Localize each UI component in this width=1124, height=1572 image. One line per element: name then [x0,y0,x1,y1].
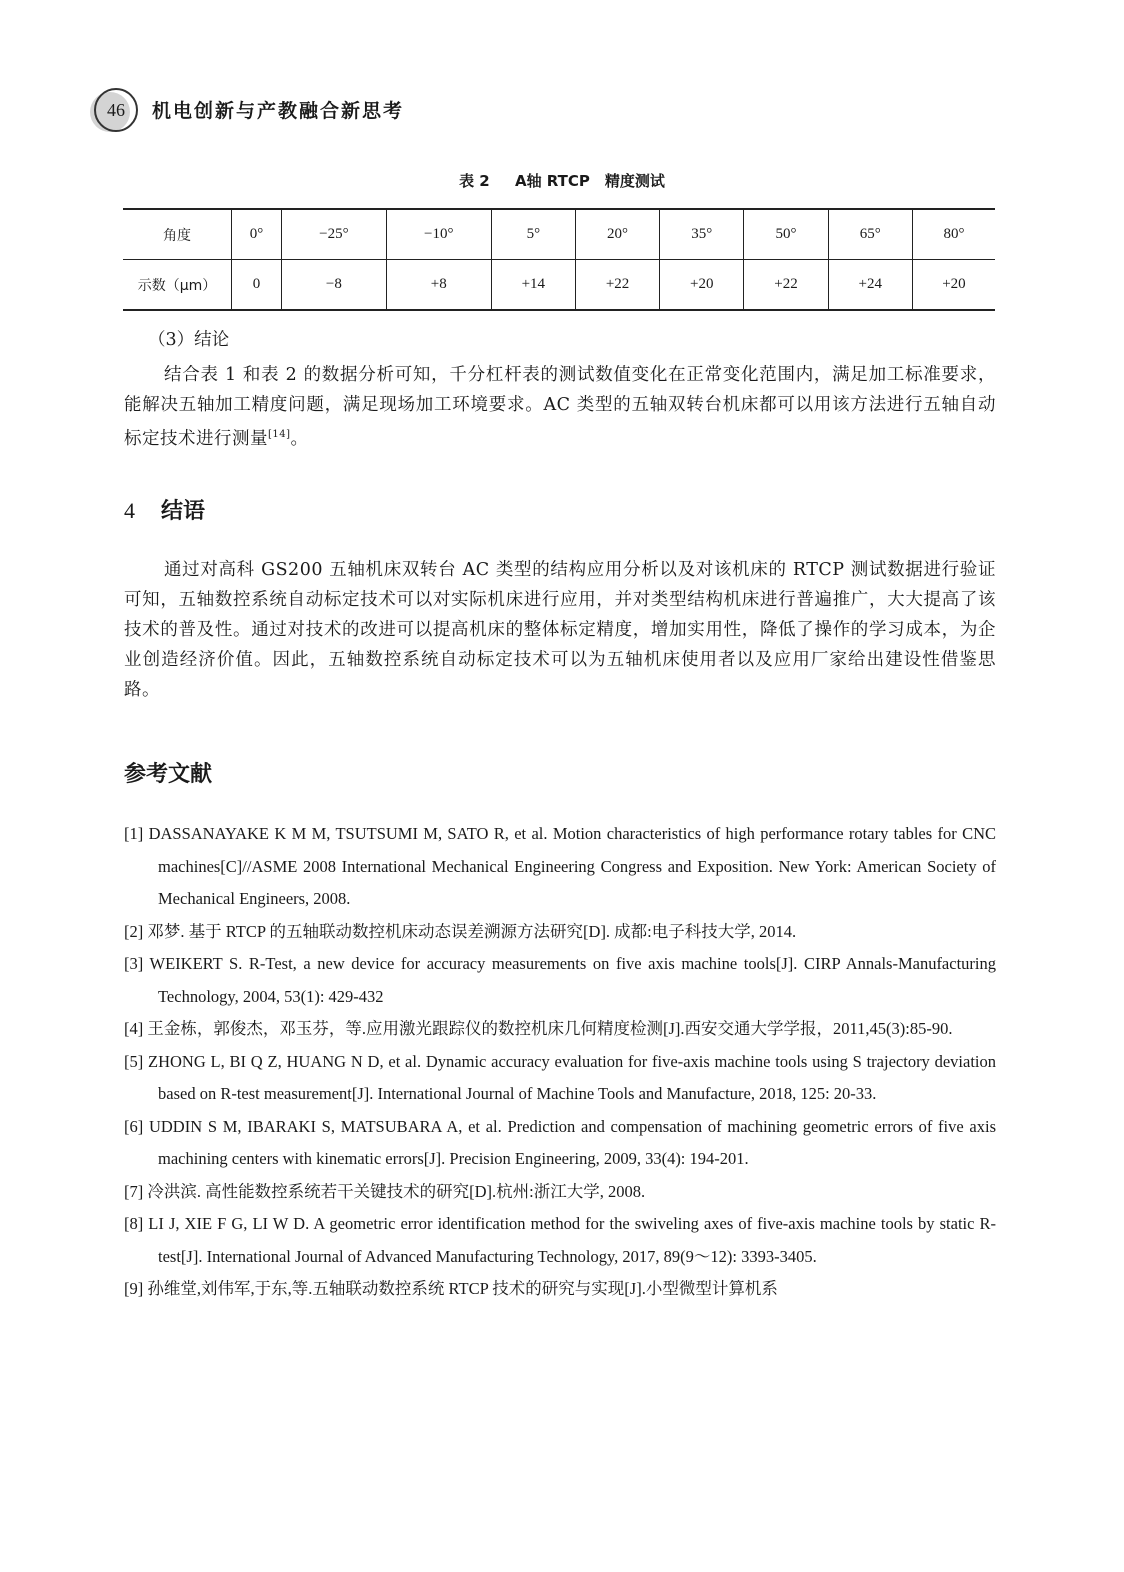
reference-item: [2] 邓梦. 基于 RTCP 的五轴联动数控机床动态误差溯源方法研究[D]. 成都:电子科技大学, 2014. [124,921,797,941]
table-caption [0,170,1124,191]
reference-item: [3] WEIKERT S. R-Test, a new device for accuracy measurements on five axis machine tools[J]. CIRP Annals-Manufacturing Technology, 2004, 53(1): 429-432 [124,954,996,1006]
conclusion-subheading: （3）结论 [148,330,230,350]
section-heading [124,494,205,525]
table-row-header-cell: 角度 [123,209,232,260]
table-cell: 80° [912,209,995,260]
reference-item: [5] ZHONG L, BI Q Z, HUANG N D, et al. Dynamic accuracy evaluation for five-axis machine tools using S trajectory deviation based on R-test measurement[J]. International Journal of Machine Tools and Manufacture, 2018, 125: 20-33. [124,1051,996,1103]
table-cell: +24 [828,260,912,311]
conclusion-end: 。 [290,428,309,449]
section-title: 结语 [161,499,206,524]
table-cell: +20 [912,260,995,311]
citation-marker: [14] [268,429,291,440]
table-cell: +14 [491,260,575,311]
table-row [123,260,995,311]
section-number: 4 [124,498,135,523]
table-cell: −10° [386,209,491,260]
table-cell: 5° [491,209,575,260]
reference-item: [9] 孙维堂,刘伟军,于东,等.五轴联动数控系统 RTCP 技术的研究与实现[J].小型微型计算机系 [124,1279,778,1298]
references-heading: 参考文献 [124,762,213,787]
table-cell: −25° [281,209,386,260]
table-cell: 35° [660,209,744,260]
table-cell: +8 [386,260,491,311]
table-cell: +20 [660,260,744,311]
reference-item: [1] DASSANAYAKE K M M, TSUTSUMI M, SATO R, et al. Motion characteristics of high performance rotary tables for CNC machines[C]//ASME 2008 International Mechanical Engineering Congress and Exposition. New York: American Society of Mechanical Engineers, 2008. [124,824,996,908]
section-paragraph: 通过对高科 GS200 五轴机床双转台 AC 类型的结构应用分析以及对该机床的 RTCP 测试数据进行验证可知，五轴数控系统自动标定技术可以对实际机床进行应用，并对类型结构机床进行普遍推广，大大提高了该技术的普及性。通过对技术的改进可以提高机床的整体标定精度，增加实用性，降低了操作的学习成本，为企业创造经济价值。因此，五轴数控系统自动标定技术可以为五轴机床使用者以及应用厂家给出建设性借鉴思路。 [124,560,996,700]
table-cell: +22 [575,260,659,311]
table-cell: 50° [744,209,828,260]
conclusion-paragraph [124,360,996,454]
table-cell: 65° [828,209,912,260]
accuracy-test-table [123,208,995,311]
page-number: 46 [94,88,138,132]
table-row-header-cell: 示数（μm） [123,260,232,311]
conclusion-text: 结合表 1 和表 2 的数据分析可知，千分杠杆表的测试数值变化在正常变化范围内，满足加工标准要求，能解决五轴加工精度问题，满足现场加工环境要求。AC 类型的五轴双转台机床都可以用该方法进行五轴自动标定技术进行测量 [124,365,996,449]
table-cell: +22 [744,260,828,311]
references-list [124,818,996,1306]
table-caption-label: 表 2 [459,172,490,190]
reference-item: [6] UDDIN S M, IBARAKI S, MATSUBARA A, et al. Prediction and compensation of machining geometric errors of five axis machining centers with kinematic errors[J]. Precision Engineering, 2009, 33(4): 194-201. [124,1116,996,1168]
table-cell: 20° [575,209,659,260]
table-cell: 0 [232,260,282,311]
table-row [123,209,995,260]
reference-item: [4] 王金栋，郭俊杰，邓玉芬，等.应用激光跟踪仪的数控机床几何精度检测[J].西安交通大学学报，2011,45(3):85-90. [124,1019,953,1038]
reference-item: [7] 冷洪滨. 高性能数控系统若干关键技术的研究[D].杭州:浙江大学, 2008. [124,1181,646,1201]
table-cell: 0° [232,209,282,260]
journal-title: 机电创新与产教融合新思考 [152,100,405,122]
table-cell: −8 [281,260,386,311]
table-caption-title: A轴 RTCP 精度测试 [514,172,665,190]
reference-item: [8] LI J, XIE F G, LI W D. A geometric error identification method for the swiveling axes of five-axis machine tools by static R-test[J]. International Journal of Advanced Manufacturing Technology, 2017, 89(9～12): 3393-3405. [124,1214,996,1266]
